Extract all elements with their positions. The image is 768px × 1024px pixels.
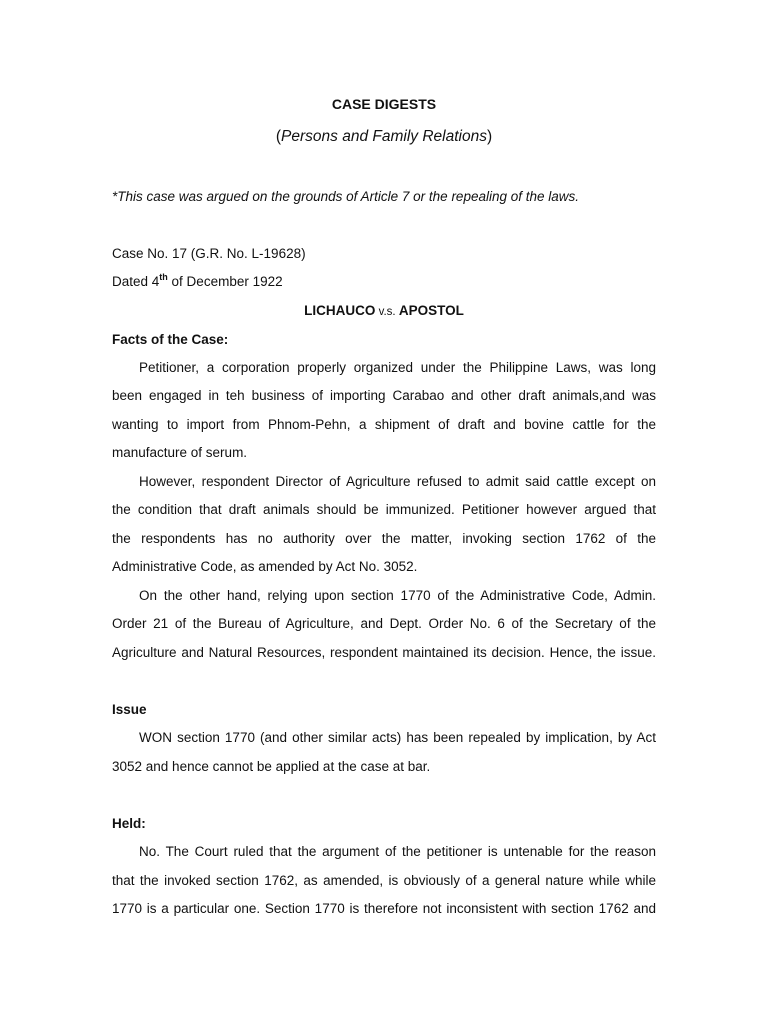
document-subtitle <box>112 128 656 146</box>
held-line: 1770 is a particular one. Section 1770 is therefore not inconsistent with section 1762 and <box>112 901 656 916</box>
facts-line: Petitioner, a corporation properly organized under the Philippine Laws, was long <box>139 360 656 375</box>
subtitle-text: Persons and Family Relations <box>281 128 487 145</box>
case-number: Case No. 17 (G.R. No. L-19628) <box>112 246 306 261</box>
held-heading: Held: <box>112 816 146 831</box>
issue-line: 3052 and hence cannot be applied at the case at bar. <box>112 759 431 774</box>
subtitle-close-paren: ) <box>486 128 493 145</box>
issue-heading: Issue <box>112 702 147 717</box>
facts-line: Agriculture and Natural Resources, respondent maintained its decision. Hence, the issue. <box>112 645 656 660</box>
document-title: CASE DIGESTS <box>331 96 437 112</box>
case-note: *This case was argued on the grounds of Article 7 or the repealing of the laws. <box>112 189 580 204</box>
facts-line: been engaged in teh business of importing Carabao and other draft animals,and was <box>112 388 656 403</box>
facts-line: Order 21 of the Bureau of Agriculture, and Dept. Order No. 6 of the Secretary of the <box>112 616 656 631</box>
facts-line: On the other hand, relying upon section 1770 of the Administrative Code, Admin. <box>139 588 656 603</box>
case-date <box>112 273 656 291</box>
case-parties <box>112 302 656 321</box>
party-left: LICHAUCO <box>304 303 376 318</box>
date-superscript: th <box>159 272 168 282</box>
facts-line: Administrative Code, as amended by Act No. 3052. <box>112 559 418 574</box>
facts-heading: Facts of the Case: <box>112 332 229 347</box>
facts-line: wanting to import from Phnom-Pehn, a shipment of draft and bovine cattle for the <box>112 417 656 432</box>
facts-line: However, respondent Director of Agriculture refused to admit said cattle except on <box>139 474 656 489</box>
held-line: that the invoked section 1762, as amended, is obviously of a general nature while while <box>112 873 656 888</box>
versus-label: v.s. <box>375 306 399 318</box>
facts-line: the respondents has no authority over the matter, invoking section 1762 of the <box>112 531 656 546</box>
date-suffix: of December 1922 <box>167 274 283 289</box>
issue-line: WON section 1770 (and other similar acts) has been repealed by implication, by Act <box>139 730 656 745</box>
held-line: No. The Court ruled that the argument of the petitioner is untenable for the reason <box>139 844 656 859</box>
date-prefix: Dated 4 <box>112 274 160 289</box>
party-right: APOSTOL <box>398 303 464 318</box>
facts-line: the condition that draft animals should be immunized. Petitioner however argued that <box>112 502 656 517</box>
subtitle-open-paren: ( <box>275 128 282 145</box>
facts-line: manufacture of serum. <box>112 445 248 460</box>
